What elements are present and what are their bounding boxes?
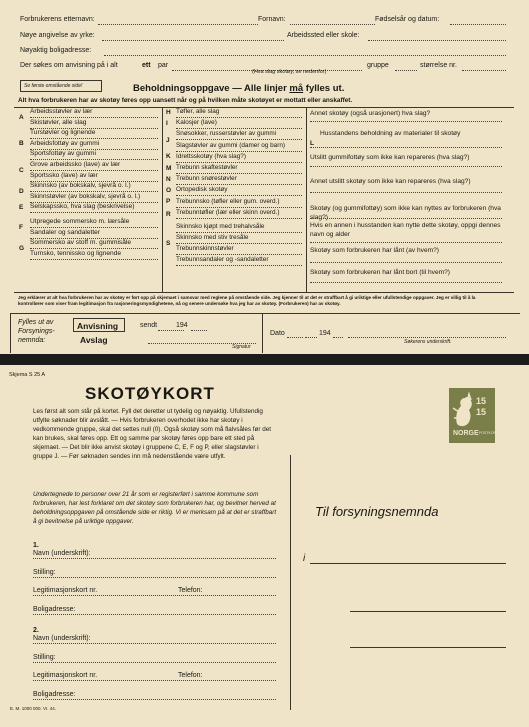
item-label: Ortopedisk skotøy [176,186,228,194]
sendt-label: sendt [140,322,158,329]
group-letter: M [166,164,172,172]
witness-field: Navn (underskrift): [33,635,91,642]
witness-field: Stilling: [33,653,56,661]
section-title: Beholdningsoppgave — Alle linjer må fylles ut. [133,83,345,94]
header-label: par [158,62,169,69]
item-label: Slagstøvler av gummi (damer og barn) [176,141,286,149]
witness-number: 1. [33,542,39,549]
item-label: Utpregede sommersko m. lærsåle [30,218,130,225]
witness-field: Stilling: [33,568,56,576]
group-letter: L [310,140,314,147]
item-label: Grove arbeidssko (lave) av lær [30,161,121,168]
group-letter: F [19,223,23,231]
group-letter: S [166,240,171,248]
anvisning-box [73,318,125,332]
group-letter: N [166,175,171,183]
header-label: Fødselsår og datum: [375,16,440,23]
form-code: Skjema S 25 A [9,372,46,378]
header-label: Nøye angivelse av yrke: [20,32,95,39]
item-label: Sportsfottøy av gummi [30,150,96,158]
intro-text: Les først alt som står på kortet. Fyll det deretter ut tydelig og nøyaktig. Ufullstendig utfylte søknader blir avslått. — Hvis forbrukeren overhodet ikke har skotøy i vedkommende gruppe, skal det settes null (0). Også skotøy som må flalvsåles før det kan brukes, skal føres opp. Ett og samme par skotøy føres opp bare ett sted på skjemaet. — Det blir ikke anvist skotøy i gruppene C, E, F og P, eller slagstøvler i gruppe J. — Før søknaden sendes inn må nedenstående være utfylt. [33,408,271,460]
header-label: gruppe [367,62,389,69]
question: Skotøy som forbrukeren har lånt (av hvem?) [310,247,439,254]
question: Hvis en annen i husstanden kan nytte dette skotøy, oppgi dennes navn og alder [310,222,501,238]
item-label: Idrettsskotøy (hva slag?) [176,152,246,160]
form-front: Forbrukerens etternavn: Fornavn: Fødselsår og datum: Nøye angivelse av yrke: Arbeidssted eller skole: Nøyaktig boligadresse: Der søkes om anvisning på i alt ett par gruppe størrelse nr. (Hva slag skotøy, se nedenfor) Se første omstående side! Beholdningsoppgave — Alle linjer må fylles ut. Alt hva forbrukeren har av skotøy føres opp uansett når og på hvilken måte skotøyet er mottatt eller anskaffet. Arbeidsstøvler av lær Skistøvler, alle slag A Turstøvler og lignende Arbeidsfottøy av gummi Sportsfottøy av gummi B Grove arbeidssko (lave) av lær Sportssko (lave) av lær C Skinnsko (av bokskalv, sjevrå o. l.) Skinnstøvler (av bokskalv, sjevrå o. l.) D Selskapssko, hva slag (beskrivelse) E Utpregede sommersko m. lærsåle Sandaler og sandaletter F Sommersko av stoff m. gummisåle Turnsko, tennissko og lignende G Tøfler, alle slag H Kalosjer (lave) I Snøsokker, russerstøvler av gummi Slagstøvler av gummi (damer og barn) J Idrettsskotøy (hva slag?) K Trebunn skaftestøvler M Trebunn snørestøvler N Ortopedisk skotøy O Trebunnsko (tøfler eller gum. overd.) P Trebunntøfler (lær eller skinn overd.) R Skinnsko kjøpt med trehalvsåle Skinnsko med stiv tresåle Trebunnskinnstøvler Trebunnsandaler og -sandaletter S Annet skotøy (også urasjonert) hva slag? Husstandens beholdning av materialer til skotøy Utslitt gummifottøy som ikke kan repareres (hva slag?) Annet utslitt skotøy som ikke kan repareres (hva slag?) Skotøy (og gummifottøy) som ikke kan nyttes av forbrukeren (hva slag?) Hvis en annen i husstanden kan nytte dette skotøy, oppgi dennes navn og alder Skotøy som forbrukeren har lånt (av hvem?) Skotøy som forbrukeren har lånt bort (til hvem?) L Jeg erklærer at alt hva forbrukeren har av skotøy er ført opp på skjemaet i samsvar med reglene på omstående side. Jeg kjenner til at det er straffbart å gi uriktige eller ufullstendige oppgaver. Jeg er villig til å la kontrollører som viser fram legitimasjon fra rasjoneringsmyndighetene, nå og senere undersøke hva jeg har av skotøy. (Forbrukeren) har av skotøy. Fylles ut av Forsynings-nemnda: Anvisning Avslag sendt 194 Signatur Dato 194 Søkerens underskrift. [0,0,529,354]
subnote: (Hva slag skotøy, se nedenfor) [252,69,327,75]
instruction: Alt hva forbrukeren har av skotøy føres opp uansett når og på hvilken måte skotøyet er mottatt eller anskaffet. [18,97,353,104]
group-letter: J [166,136,170,144]
item-label: Snøsokker, russerstøvler av gummi [176,130,277,138]
item-label: Trebunnskinnstøvler [176,245,234,253]
item-label: Sandaler og sandaletter [30,228,101,236]
footer-left: Fylles ut av Forsynings-nemnda: [18,319,55,345]
header-label: Nøyaktig boligadresse: [20,47,92,54]
sokerens-underskrift: Søkerens underskrift. [404,339,452,345]
witness-field: Navn (underskrift): [33,550,91,557]
item-label: Skistøvler, alle slag [30,118,87,126]
question: Annet utslitt skotøy som ikke kan repareres (hva slag?) [310,178,471,185]
stamp-sub: POSTKORT [479,431,499,435]
group-letter: K [166,153,171,161]
stamp-value-top: 15 [476,396,487,406]
item-label: Arbeidsstøvler av lær [30,108,93,115]
header-label: ett [142,62,151,69]
header-label: Fornavn: [258,16,286,23]
item-label: Tøfler, alle slag [176,108,220,115]
question: Husstandens beholdning av materialer til skotøy [320,130,461,137]
group-letter: B [19,140,24,148]
witness-declaration: Undertegnede to personer over 21 år som er registerført i samme kommune som forbrukeren, har lest forklaret om det skotøy som forbrukeren har, og bevitner herved at beholdningsoppgaven på omstående side er riktig. Vi er merksam på at det er straffbart å gi bevitnelse på uriktige oppgaver. [33,491,277,525]
group-letter: R [166,210,171,218]
group-letter: H [166,108,171,116]
item-label: Trebunn snørestøvler [176,175,237,183]
witness-field: Boligadresse: [33,605,76,613]
witness-field: Boligadresse: [33,690,76,698]
header-label: Der søkes om anvisning på i alt [20,62,118,69]
item-label: Kalosjer (lave) [176,119,217,127]
form-back: Skjema S 25 A SKOTØYKORT Les først alt som står på kortet. Fyll det deretter ut tydelig og nøyaktig. Ufullstendig utfylte søknader blir avslått. — Hvis forbrukeren overhodet ikke har skotøy i vedkommende gruppe, skal det settes null (0). Også skotøy som må flalvsåles før det kan brukes, skal føres opp. Ett og samme par skotøy føres opp bare ett sted på skjemaet. — Det blir ikke anvist skotøy i gruppene C, E, F og P, eller slagstøvler i gruppe J. — Før søknaden sendes inn må nedenstående være utfylt. Undertegnede to personer over 21 år som er registerført i samme kommune som forbrukeren, har lest forklaret om det skotøy som forbrukeren har, og bevitner herved at beholdningsoppgaven på omstående side er riktig. Vi er merksam på at det er straffbart å gi bevitnelse på uriktige oppgaver. 1. Navn (underskrift): Stilling: Legitimasjonskort nr. Telefon: Boligadresse: 2. Navn (underskrift): Stilling: Legitimasjonskort nr. Telefon: Boligadresse: E. M. 1000 000. VI. 44. 15 15 NORGE POSTKORT Til forsyningsnemnda i [0,365,529,727]
stamp-country: NORGE [453,430,479,437]
witness-field: Legitimasjonskort nr. [33,672,98,679]
item-label: Trebunnsko (tøfler eller gum. overd.) [176,197,280,205]
group-letter: C [19,166,24,174]
item-label: Selskapssko, hva slag (beskrivelse) [30,203,135,211]
item-label: Trebunn skaftestøvler [176,164,238,171]
header-label: størrelse nr. [420,62,457,69]
item-label: Skinnsko kjøpt med trehalvsåle [176,222,265,230]
item-label: Turnsko, tennissko og lignende [30,249,122,257]
witness-field: Legitimasjonskort nr. [33,587,98,594]
item-label: Trebunntøfler (lær eller skinn overd.) [176,208,280,216]
stamp-value-bottom: 15 [476,407,487,417]
side-note: Se første omstående side! [24,83,83,89]
side-note-box [20,80,102,92]
anvisning: Anvisning [77,321,119,331]
group-letter: D [19,187,24,195]
item-label: Arbeidsfottøy av gummi [30,139,100,147]
addressee: Til forsyningsnemnda [315,504,439,519]
avslag: Avslag [80,335,108,345]
question: Utslitt gummifottøy som ikke kan repareres (hva slag?) [310,154,470,161]
dato-label: Dato [270,330,285,337]
group-letter: A [19,113,24,121]
header-label: Arbeidssted eller skole: [287,32,360,39]
item-label: Trebunnsandaler og -sandaletter [176,256,269,264]
witness-field: Telefon: [178,672,203,679]
card-title: SKOTØYKORT [85,384,215,403]
item-label: Sportssko (lave) av lær [30,171,98,179]
item-label: Turstøvler og lignende [30,129,96,137]
group-letter: P [166,198,171,206]
item-label: Sommersko av stoff m. gummisåle [30,239,132,247]
group-letter: O [166,187,172,194]
item-label: Skinnstøvler (av bokskalv, sjevrå o. l.) [30,192,141,200]
group-letter: I [166,119,168,127]
witness-number: 2. [33,627,39,634]
print-code: E. M. 1000 000. VI. 44. [10,706,57,711]
group-letter: G [19,244,25,252]
witness-field: Telefon: [178,587,203,594]
question: Skotøy (og gummifottøy) som ikke kan nyttes av forbrukeren (hva slag?) [310,205,501,221]
item-label: Skinnsko (av bokskalv, sjevrå o. l.) [30,182,131,190]
header-label: Forbrukerens etternavn: [20,16,95,23]
postage-stamp [449,388,499,443]
question: Annet skotøy (også urasjonert) hva slag? [310,110,431,117]
item-label: Skinnsko med stiv tresåle [176,234,249,241]
group-letter: E [19,203,24,211]
signatur: Signatur [232,344,251,350]
declaration: Jeg erklærer at alt hva forbrukeren har av skotøy er ført opp på skjemaet i samsvar med reglene på omstående side. Jeg kjenner til at det er straffbart å gi uriktige eller ufullstendige oppgaver. Jeg er villig til å la kontrollører som viser fram legitimasjon fra rasjoneringsmyndighetene, nå og senere undersøke hva jeg har av skotøy. (Forbrukeren) har av skotøy. [18,295,476,306]
question: Skotøy som forbrukeren har lånt bort (til hvem?) [310,269,450,276]
